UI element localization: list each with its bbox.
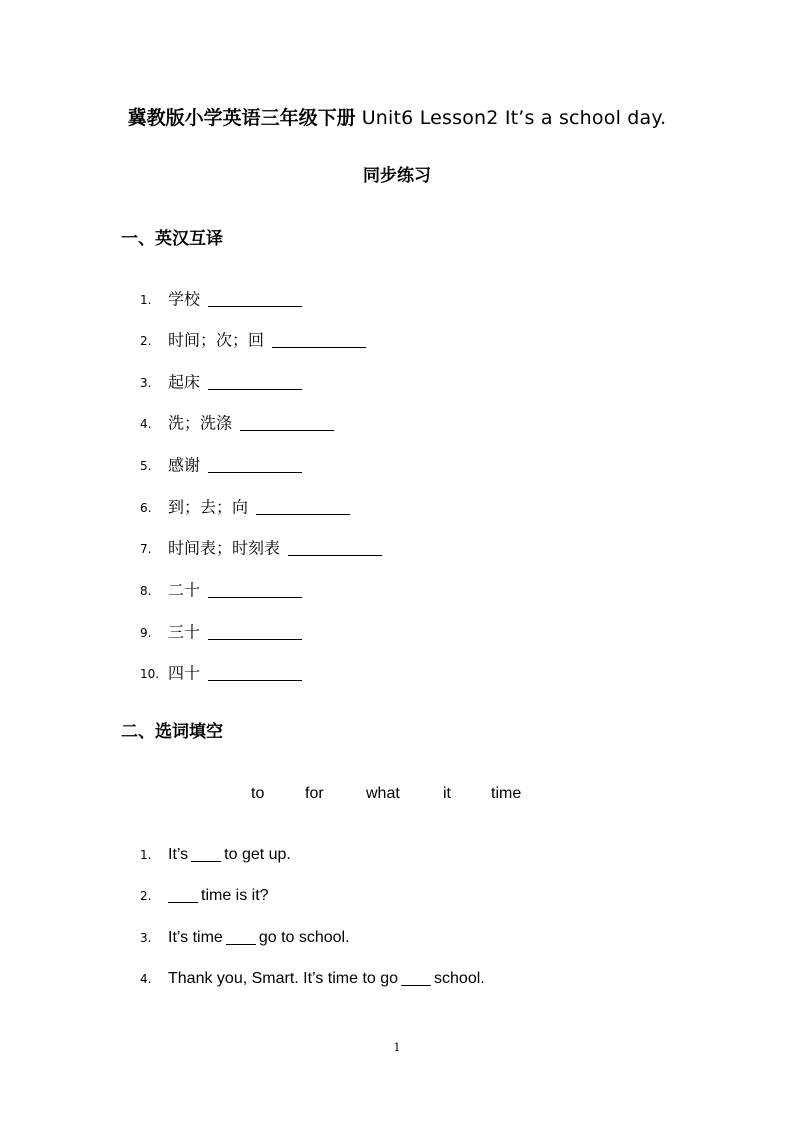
item-number: 3. — [140, 375, 152, 390]
item-number: 5. — [140, 458, 152, 473]
item-number: 6. — [140, 500, 152, 515]
word-bank-word: for — [305, 785, 324, 802]
item-prompt: 时间表；时刻表 — [168, 538, 281, 558]
item-number: 4. — [140, 972, 152, 986]
answer-blank[interactable] — [208, 375, 302, 390]
translation-item — [140, 370, 302, 394]
title-english: Unit6 Lesson2 It’s a school day. — [361, 107, 667, 129]
sentence-after: go to school. — [258, 929, 350, 946]
item-prompt: 三十 — [168, 622, 201, 642]
translation-item — [140, 287, 302, 311]
translation-item — [140, 411, 334, 435]
answer-blank[interactable] — [256, 500, 350, 515]
section-heading-translation: 一、英汉互译 — [121, 229, 223, 249]
translation-item — [140, 661, 302, 685]
word-bank-word: it — [443, 785, 451, 802]
item-number: 1. — [140, 292, 152, 307]
sentence-before: It’s — [168, 846, 189, 863]
item-number: 3. — [140, 931, 152, 945]
sentence-after: school. — [434, 970, 485, 987]
section-heading-fill-in: 二、选词填空 — [121, 722, 223, 742]
fill-in-item — [140, 884, 269, 908]
item-prompt: 到；去；向 — [168, 497, 249, 517]
item-prompt: 二十 — [168, 580, 201, 600]
item-prompt: 洗；洗涤 — [168, 413, 233, 433]
sentence-after: to get up. — [224, 846, 291, 863]
sentence-before: Thank you, Smart. It’s time to go — [168, 970, 399, 987]
document-title — [0, 105, 794, 131]
answer-blank[interactable] — [208, 666, 302, 681]
page-number: 1 — [393, 1041, 401, 1054]
document-subtitle: 同步练习 — [363, 166, 431, 186]
item-number: 1. — [140, 848, 152, 862]
item-prompt: 起床 — [168, 372, 201, 392]
sentence-after: time is it? — [201, 887, 269, 904]
translation-item — [140, 620, 302, 644]
translation-item — [140, 328, 366, 352]
item-number: 4. — [140, 416, 152, 431]
answer-blank[interactable] — [208, 625, 302, 640]
answer-blank[interactable] — [208, 458, 302, 473]
item-prompt: 感谢 — [168, 455, 201, 475]
answer-blank[interactable] — [208, 292, 302, 307]
sentence-before: It’s time — [168, 929, 223, 946]
item-prompt: 四十 — [168, 663, 201, 683]
item-number: 9. — [140, 625, 152, 640]
translation-item — [140, 536, 382, 560]
answer-blank[interactable] — [288, 541, 382, 556]
fill-in-item — [140, 843, 291, 867]
answer-blank[interactable] — [401, 973, 431, 986]
translation-item — [140, 495, 350, 519]
answer-blank[interactable] — [208, 583, 302, 598]
item-number: 7. — [140, 541, 152, 556]
answer-blank[interactable] — [240, 416, 334, 431]
item-number: 8. — [140, 583, 152, 598]
item-prompt: 学校 — [168, 289, 201, 309]
answer-blank[interactable] — [226, 932, 256, 945]
title-chinese: 冀教版小学英语三年级下册 — [127, 107, 356, 129]
translation-item — [140, 453, 302, 477]
fill-in-item — [140, 967, 485, 991]
word-bank — [0, 782, 794, 806]
item-number: 2. — [140, 889, 152, 903]
item-number: 2. — [140, 333, 152, 348]
fill-in-item — [140, 926, 350, 950]
word-bank-word: to — [251, 785, 265, 802]
word-bank-word: what — [366, 785, 400, 802]
answer-blank[interactable] — [168, 890, 198, 903]
item-number: 10. — [140, 666, 160, 681]
translation-item — [140, 578, 302, 602]
answer-blank[interactable] — [272, 333, 366, 348]
answer-blank[interactable] — [191, 849, 221, 862]
word-bank-word: time — [491, 785, 522, 802]
item-prompt: 时间；次；回 — [168, 330, 265, 350]
